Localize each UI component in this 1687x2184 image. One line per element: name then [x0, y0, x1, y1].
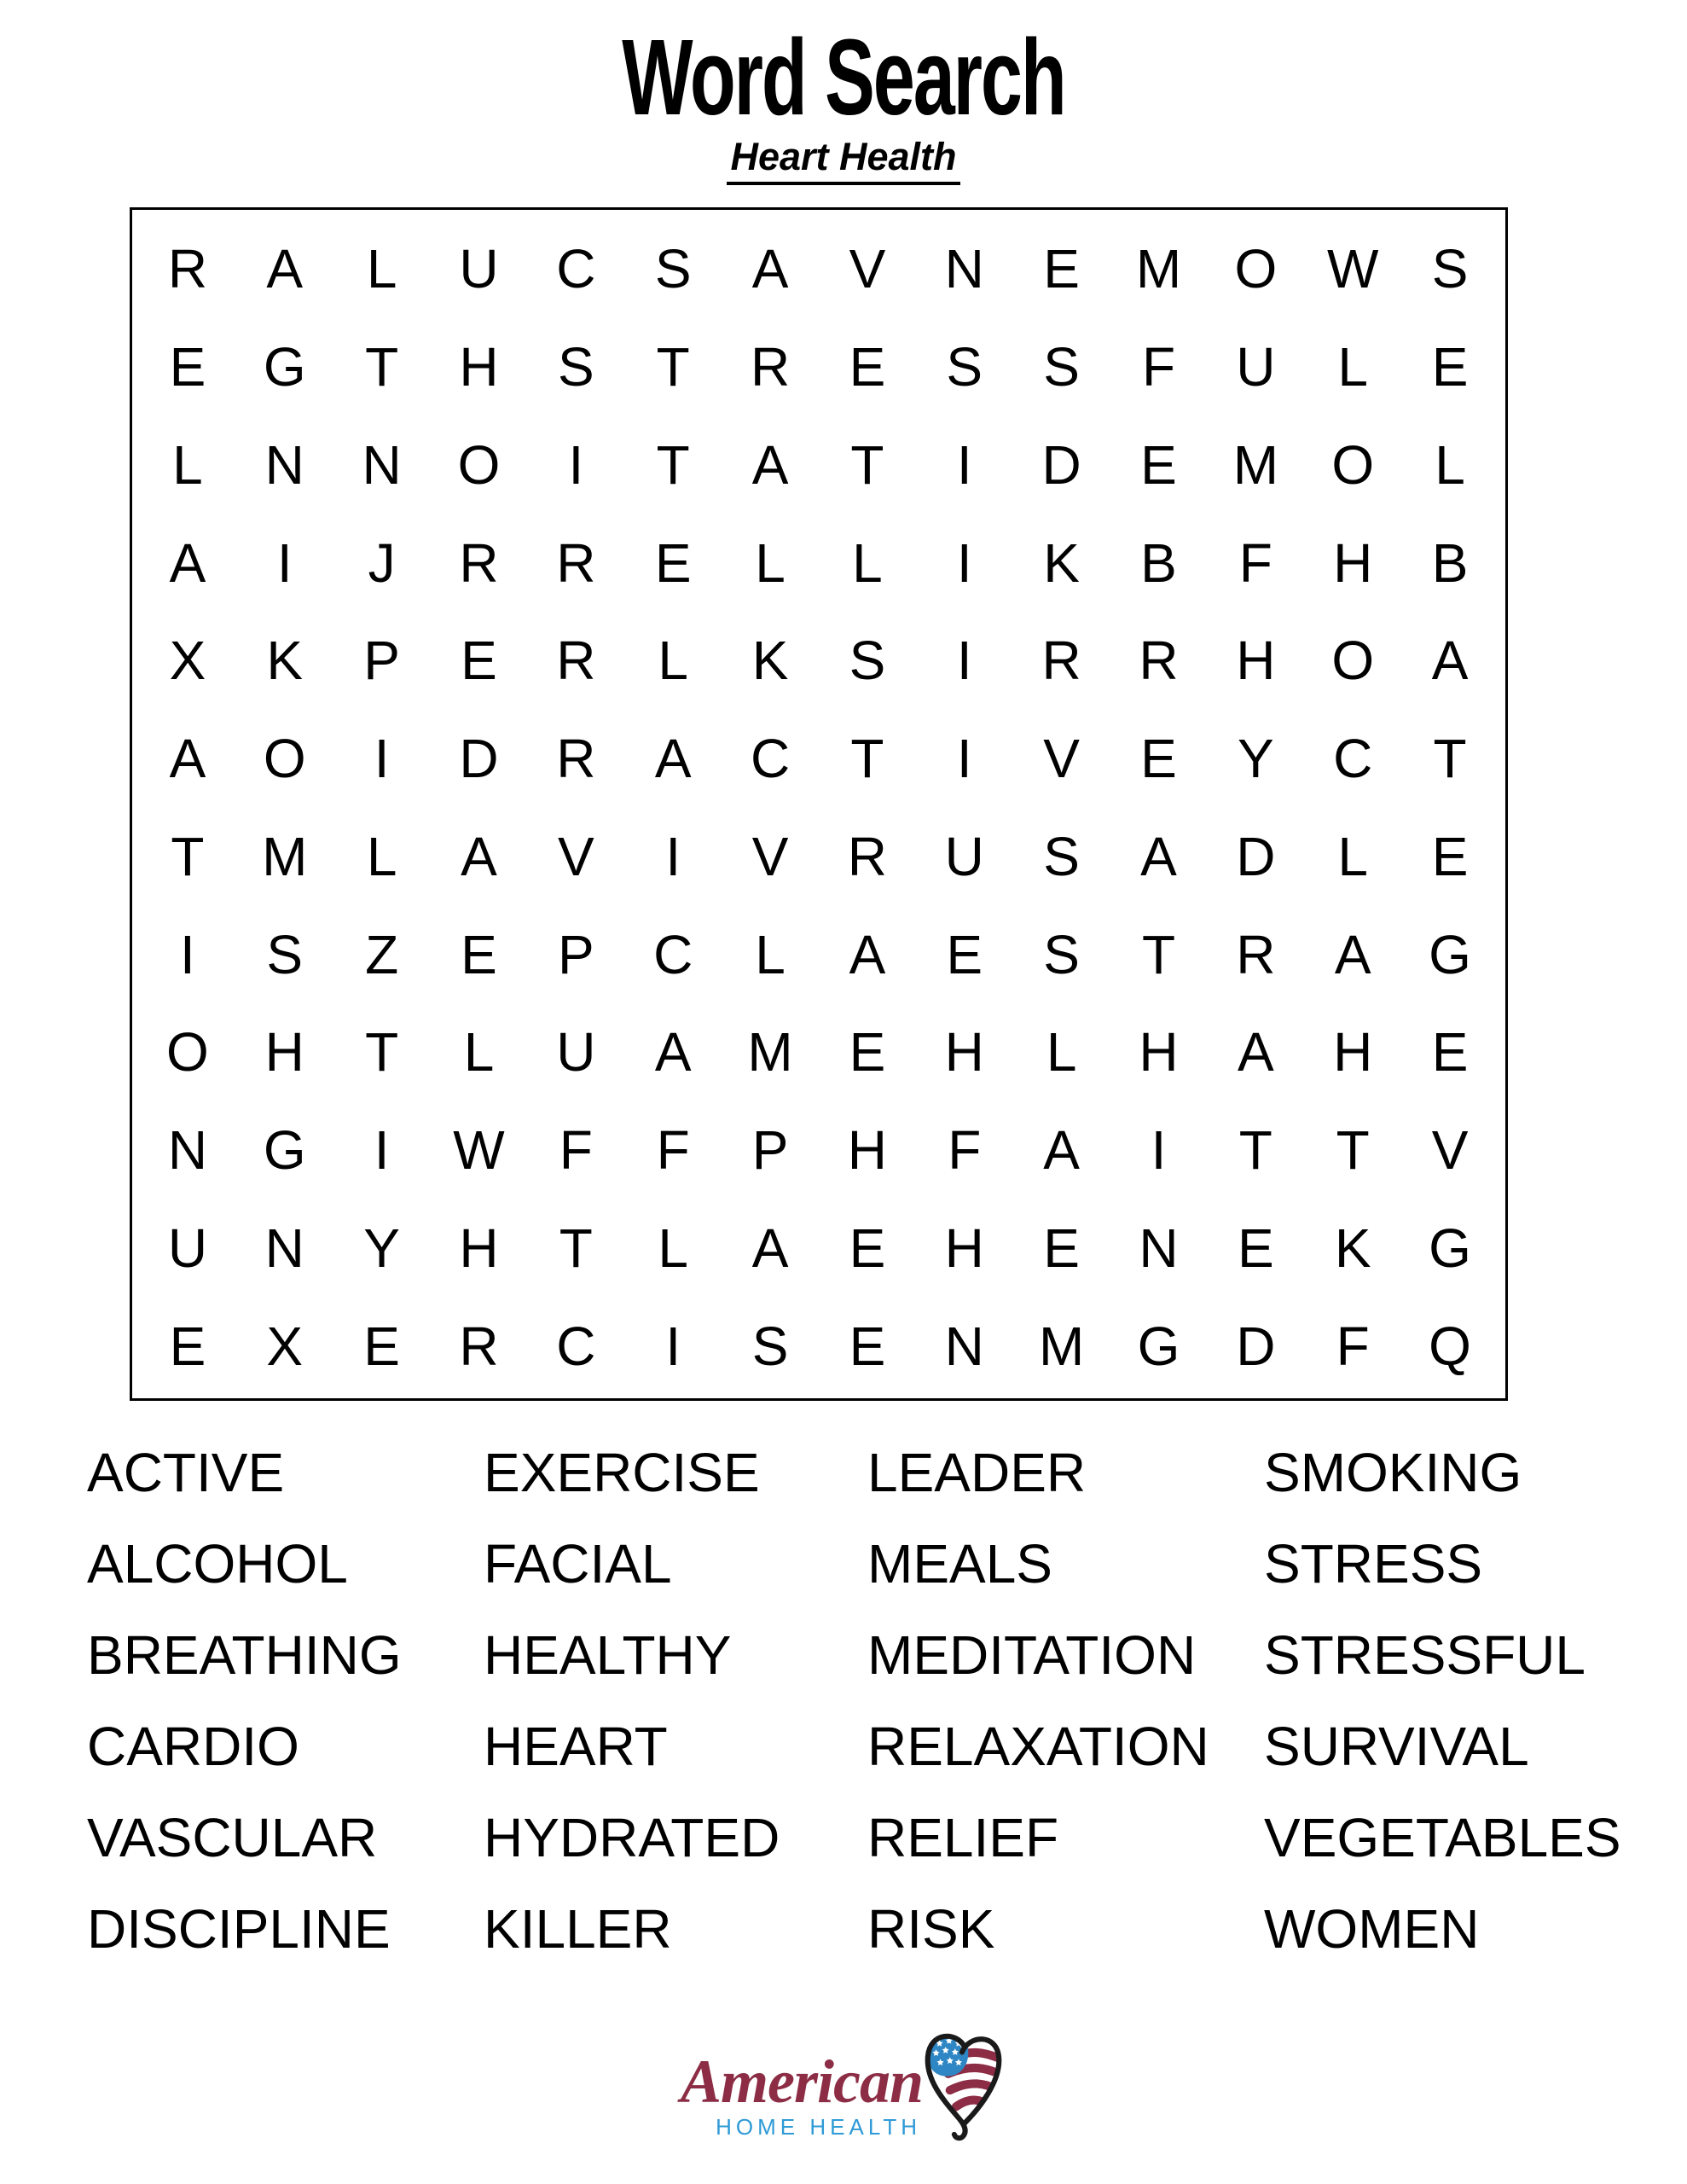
grid-cell-r7c12: D — [1236, 825, 1276, 887]
grid-cell-r6c3: I — [374, 728, 390, 790]
word-list-column-4 — [1264, 1427, 1639, 1975]
grid-cell-r11c8: E — [849, 1217, 886, 1279]
grid-cell-r1c11: M — [1135, 238, 1182, 300]
grid-cell-r11c10: E — [1043, 1217, 1080, 1279]
grid-cell-r3c6: T — [656, 433, 690, 496]
grid-cell-r2c10: S — [1043, 336, 1080, 398]
grid-cell-r10c1: N — [167, 1119, 208, 1182]
grid-cell-r12c5: C — [556, 1315, 596, 1377]
word-item: HEALTHY — [484, 1624, 732, 1686]
grid-cell-r1c13: W — [1327, 238, 1379, 300]
grid-cell-r4c10: K — [1043, 531, 1080, 594]
grid-cell-r5c11: R — [1139, 630, 1179, 692]
word-item: DISCIPLINE — [87, 1898, 391, 1960]
grid-cell-r9c7: M — [747, 1021, 793, 1083]
grid-cell-r10c10: A — [1043, 1119, 1080, 1182]
grid-cell-r3c7: A — [751, 433, 789, 496]
grid-cell-r3c10: D — [1041, 433, 1081, 496]
word-item: ALCOHOL — [87, 1533, 348, 1594]
grid-cell-r12c10: M — [1038, 1315, 1085, 1377]
grid-cell-r8c4: E — [461, 923, 497, 985]
grid-cell-r3c8: T — [850, 433, 884, 496]
grid-cell-r2c6: T — [656, 336, 690, 398]
word-item: HYDRATED — [484, 1807, 780, 1868]
grid-cell-r9c9: H — [944, 1021, 984, 1083]
word-item: BREATHING — [87, 1624, 402, 1686]
grid-cell-r4c2: I — [276, 531, 293, 594]
word-item: WOMEN — [1264, 1898, 1480, 1960]
grid-cell-r9c5: U — [556, 1021, 596, 1083]
word-item: RISK — [867, 1898, 995, 1960]
grid-cell-r8c1: I — [180, 923, 195, 985]
word-item: RELIEF — [867, 1807, 1059, 1868]
grid-cell-r1c8: V — [849, 238, 886, 300]
grid-cell-r9c11: H — [1139, 1021, 1179, 1083]
grid-cell-r12c11: G — [1137, 1315, 1180, 1377]
word-item: CARDIO — [87, 1716, 299, 1777]
word-list-column-3 — [867, 1427, 1264, 1975]
grid-cell-r11c13: K — [1334, 1217, 1371, 1279]
grid-cell-r12c8: E — [849, 1315, 886, 1377]
grid-cell-r6c10: V — [1043, 728, 1080, 790]
grid-cell-r9c13: H — [1333, 1021, 1373, 1083]
grid-cell-r5c9: I — [956, 630, 972, 692]
grid-cell-r5c7: K — [751, 630, 789, 692]
grid-cell-r3c3: N — [362, 433, 402, 496]
grid-cell-r6c1: A — [169, 728, 206, 790]
grid-cell-r11c9: H — [944, 1217, 984, 1279]
letter-grid — [130, 207, 1508, 1401]
grid-cell-r3c4: O — [457, 433, 501, 496]
grid-cell-r6c6: A — [654, 728, 692, 790]
grid-cell-r4c3: J — [368, 531, 396, 594]
grid-cell-r8c12: R — [1236, 923, 1276, 985]
grid-cell-r8c10: S — [1043, 923, 1080, 985]
grid-cell-r4c14: B — [1431, 531, 1469, 594]
grid-cell-r7c5: V — [558, 825, 594, 887]
grid-cell-r10c2: G — [263, 1119, 306, 1182]
grid-cell-r6c7: C — [750, 728, 791, 790]
grid-cell-r6c4: D — [459, 728, 499, 790]
grid-cell-r11c2: N — [264, 1217, 304, 1279]
grid-cell-r6c9: I — [956, 728, 972, 790]
grid-cell-r10c5: F — [559, 1119, 593, 1182]
grid-cell-r5c12: H — [1236, 630, 1276, 692]
grid-cell-r4c13: H — [1333, 531, 1373, 594]
grid-cell-r2c7: R — [750, 336, 791, 398]
word-item: FACIAL — [484, 1533, 672, 1594]
grid-cell-r8c11: T — [1141, 923, 1176, 985]
grid-cell-r12c9: N — [944, 1315, 984, 1377]
grid-cell-r12c6: I — [665, 1315, 681, 1377]
grid-cell-r6c8: T — [850, 728, 884, 790]
grid-cell-r8c5: P — [558, 923, 594, 985]
grid-cell-r7c10: S — [1043, 825, 1080, 887]
grid-cell-r9c1: O — [166, 1021, 209, 1083]
grid-cell-r1c1: R — [167, 238, 208, 300]
grid-cell-r11c7: A — [751, 1217, 789, 1279]
grid-cell-r10c9: F — [948, 1119, 982, 1182]
grid-cell-r1c9: N — [944, 238, 984, 300]
grid-cell-r12c1: E — [169, 1315, 206, 1377]
grid-cell-r7c1: T — [171, 825, 205, 887]
grid-cell-r5c13: O — [1331, 630, 1375, 692]
logo-brand-name: American — [680, 2048, 924, 2116]
grid-cell-r5c8: S — [849, 630, 886, 692]
grid-cell-r10c8: H — [847, 1119, 888, 1182]
grid-cell-r1c14: S — [1431, 238, 1469, 300]
puzzle-theme — [0, 135, 1687, 185]
grid-cell-r4c1: A — [169, 531, 206, 594]
grid-cell-r11c14: G — [1429, 1217, 1471, 1279]
word-item: MEALS — [867, 1533, 1052, 1594]
word-list-column-2 — [484, 1427, 867, 1975]
grid-cell-r11c1: U — [167, 1217, 208, 1279]
page-title — [0, 17, 1687, 137]
grid-cell-r7c13: L — [1337, 825, 1368, 887]
grid-cell-r8c14: G — [1429, 923, 1471, 985]
grid-cell-r3c12: M — [1232, 433, 1278, 496]
grid-cell-r5c1: X — [169, 630, 206, 692]
grid-cell-r1c7: A — [751, 238, 789, 300]
grid-cell-r7c9: U — [944, 825, 984, 887]
grid-cell-r3c11: E — [1140, 433, 1177, 496]
publisher-logo-text — [680, 2048, 924, 2140]
grid-cell-r4c12: F — [1238, 531, 1272, 594]
grid-cell-r1c3: L — [366, 238, 397, 300]
grid-cell-r2c11: F — [1141, 336, 1176, 398]
word-item: SURVIVAL — [1264, 1716, 1529, 1777]
grid-cell-r9c2: H — [264, 1021, 304, 1083]
grid-cell-r9c4: L — [463, 1021, 495, 1083]
grid-cell-r12c3: E — [363, 1315, 400, 1377]
grid-cell-r5c3: P — [363, 630, 400, 692]
grid-cell-r5c4: E — [461, 630, 497, 692]
grid-cell-r10c12: T — [1238, 1119, 1272, 1182]
word-item: HEART — [484, 1716, 668, 1777]
grid-cell-r8c13: A — [1334, 923, 1371, 985]
grid-cell-r4c4: R — [459, 531, 499, 594]
grid-cell-r3c1: L — [172, 433, 203, 496]
grid-cell-r7c3: L — [366, 825, 397, 887]
logo-brand-subtext: HOME HEALTH — [716, 2114, 922, 2140]
grid-cell-r6c12: Y — [1238, 728, 1274, 790]
grid-cell-r5c10: R — [1041, 630, 1081, 692]
grid-cell-r10c14: V — [1431, 1119, 1469, 1182]
grid-cell-r10c4: W — [453, 1119, 505, 1182]
grid-cell-r6c11: E — [1140, 728, 1177, 790]
grid-cell-r1c4: U — [459, 238, 499, 300]
grid-cell-r9c12: A — [1238, 1021, 1274, 1083]
grid-cell-r2c12: U — [1236, 336, 1276, 398]
grid-cell-r12c12: D — [1236, 1315, 1276, 1377]
word-item: EXERCISE — [484, 1442, 760, 1503]
grid-cell-r3c5: I — [568, 433, 584, 496]
grid-cell-r4c5: R — [556, 531, 596, 594]
grid-cell-r10c3: I — [374, 1119, 390, 1182]
grid-cell-r11c12: E — [1238, 1217, 1274, 1279]
grid-cell-r4c11: B — [1140, 531, 1177, 594]
grid-cell-r6c13: C — [1333, 728, 1373, 790]
grid-cell-r3c9: I — [956, 433, 972, 496]
grid-cell-r11c5: T — [559, 1217, 593, 1279]
grid-cell-r2c2: G — [263, 336, 306, 398]
american-flag-heart-icon — [918, 2029, 1006, 2141]
grid-cell-r8c2: S — [266, 923, 304, 985]
grid-cell-r12c4: R — [459, 1315, 499, 1377]
grid-cell-r1c2: A — [266, 238, 304, 300]
grid-cell-r10c7: P — [751, 1119, 789, 1182]
grid-cell-r8c8: A — [849, 923, 886, 985]
word-item: KILLER — [484, 1898, 672, 1960]
grid-cell-r8c7: L — [755, 923, 786, 985]
grid-cell-r1c10: E — [1043, 238, 1080, 300]
grid-cell-r8c9: E — [946, 923, 983, 985]
puzzle-theme-text: Heart Health — [727, 135, 959, 185]
grid-cell-r11c11: N — [1139, 1217, 1179, 1279]
word-item: LEADER — [867, 1442, 1087, 1503]
grid-cell-r5c6: L — [658, 630, 688, 692]
grid-cell-r3c13: O — [1331, 433, 1375, 496]
grid-cell-r5c14: A — [1431, 630, 1469, 692]
grid-cell-r4c9: I — [956, 531, 972, 594]
grid-cell-r9c6: A — [654, 1021, 692, 1083]
page-title-text: Word Search — [622, 17, 1065, 137]
grid-cell-r2c4: H — [459, 336, 499, 398]
grid-cell-r1c12: O — [1234, 238, 1278, 300]
grid-cell-r7c11: A — [1140, 825, 1177, 887]
grid-cell-r8c6: C — [653, 923, 693, 985]
publisher-logo — [681, 2029, 1006, 2141]
word-item: RELAXATION — [867, 1716, 1209, 1777]
grid-cell-r6c2: O — [263, 728, 306, 790]
grid-cell-r2c1: E — [169, 336, 206, 398]
grid-cell-r2c3: T — [365, 336, 399, 398]
word-list — [87, 1427, 1639, 1975]
grid-cell-r5c5: R — [556, 630, 596, 692]
grid-cell-r3c14: L — [1435, 433, 1465, 496]
grid-cell-r7c6: I — [665, 825, 681, 887]
grid-cell-r8c3: Z — [365, 923, 399, 985]
grid-cell-r7c8: R — [847, 825, 888, 887]
grid-cell-r1c5: C — [556, 238, 596, 300]
grid-cell-r4c8: L — [852, 531, 883, 594]
grid-cell-r2c8: E — [849, 336, 886, 398]
grid-cell-r6c14: T — [1433, 728, 1467, 790]
word-item: STRESS — [1264, 1533, 1483, 1594]
grid-cell-r4c7: L — [755, 531, 786, 594]
word-list-column-1 — [87, 1427, 484, 1975]
word-item: ACTIVE — [87, 1442, 285, 1503]
grid-cell-r7c14: E — [1431, 825, 1469, 887]
grid-cell-r12c13: F — [1336, 1315, 1370, 1377]
grid-cell-r9c14: E — [1431, 1021, 1469, 1083]
grid-cell-r1c6: S — [654, 238, 692, 300]
grid-cell-r9c3: T — [365, 1021, 399, 1083]
grid-cell-r11c4: H — [459, 1217, 499, 1279]
grid-cell-r12c2: X — [266, 1315, 304, 1377]
grid-cell-r5c2: K — [266, 630, 304, 692]
word-item: VEGETABLES — [1264, 1807, 1621, 1868]
word-item: VASCULAR — [87, 1807, 378, 1868]
grid-cell-r7c2: M — [262, 825, 308, 887]
word-item: SMOKING — [1264, 1442, 1522, 1503]
grid-cell-r10c13: T — [1336, 1119, 1370, 1182]
grid-cell-r9c8: E — [849, 1021, 886, 1083]
grid-cell-r12c7: S — [751, 1315, 789, 1377]
grid-cell-r7c7: V — [751, 825, 789, 887]
grid-cell-r7c4: A — [461, 825, 497, 887]
grid-cell-r11c6: L — [658, 1217, 688, 1279]
grid-cell-r2c5: S — [558, 336, 594, 398]
grid-cell-r2c14: E — [1431, 336, 1469, 398]
grid-cell-r6c5: R — [556, 728, 596, 790]
grid-cell-r10c6: F — [656, 1119, 690, 1182]
grid-cell-r3c2: N — [264, 433, 304, 496]
grid-cell-r9c10: L — [1046, 1021, 1077, 1083]
grid-cell-r2c9: S — [946, 336, 983, 398]
grid-cell-r12c14: Q — [1429, 1315, 1471, 1377]
word-item: MEDITATION — [867, 1624, 1197, 1686]
grid-cell-r2c13: L — [1337, 336, 1368, 398]
grid-cell-r11c3: Y — [363, 1217, 400, 1279]
grid-cell-r10c11: I — [1151, 1119, 1167, 1182]
word-item: STRESSFUL — [1264, 1624, 1586, 1686]
grid-cell-r4c6: E — [654, 531, 692, 594]
